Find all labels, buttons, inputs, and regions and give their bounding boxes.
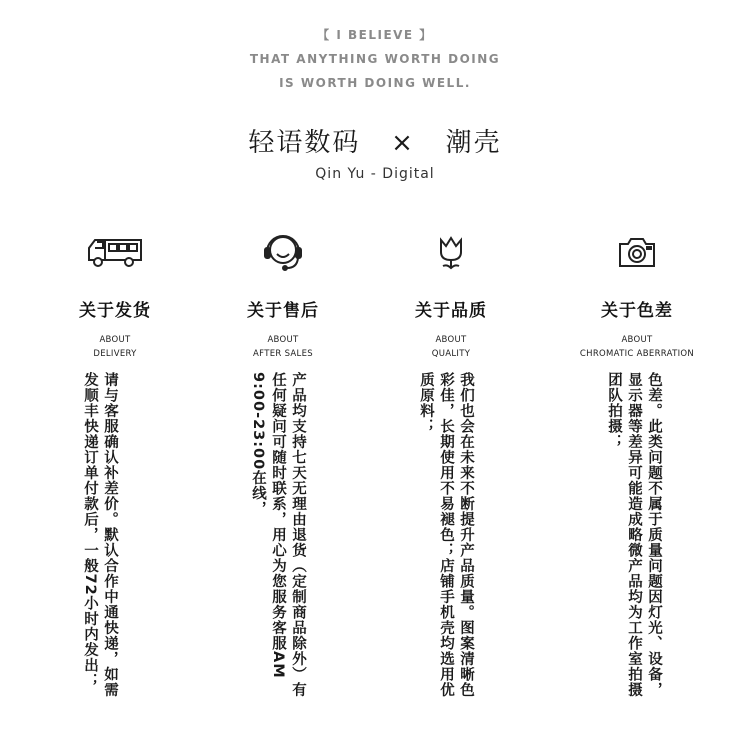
after-sales-title: 关于售后: [247, 301, 319, 321]
quality-en: ABOUT QUALITY: [431, 335, 471, 359]
after-sales-text-wrap: [248, 372, 308, 712]
feature-chromatic: [552, 232, 722, 361]
camera-icon: [552, 232, 722, 272]
chromatic-text: 色差。此类问题不属于质量问题因灯光、设备，显示器等差异可能造成略微产品均为工作室拍摄团队拍摄；: [606, 372, 662, 698]
brand-subtitle: Qin Yu - Digital: [315, 166, 435, 182]
feature-after-sales: [198, 232, 368, 361]
feature-quality: [366, 232, 536, 361]
quality-title: 关于品质: [415, 301, 487, 321]
motto: [0, 23, 750, 95]
motto-line-3: IS WORTH DOING WELL.: [279, 76, 471, 90]
chromatic-text-wrap: [604, 372, 664, 712]
after-sales-text: 产品均支持七天无理由退货（定制商品除外）有任何疑问可随时联系，用心为您服务客服AM 9:00-23:00在线，: [250, 372, 306, 698]
feature-delivery: [30, 232, 200, 361]
after-sales-en: ABOUT AFTER SALES: [253, 335, 313, 359]
tulip-icon: [366, 232, 536, 272]
delivery-title: 关于发货: [79, 301, 151, 321]
quality-text-wrap: [416, 372, 476, 712]
delivery-en: ABOUT DELIVERY: [93, 335, 137, 359]
delivery-text-wrap: [80, 372, 120, 712]
chromatic-title: 关于色差: [601, 301, 673, 321]
headset-icon: [198, 232, 368, 272]
motto-line-1: 【 I BELIEVE 】: [317, 28, 433, 42]
motto-line-2: THAT ANYTHING WORTH DOING: [249, 52, 501, 66]
brand-title: 轻语数码 × 潮壳: [248, 128, 502, 158]
truck-icon: [30, 232, 200, 272]
chromatic-en: ABOUT CHROMATIC ABERRATION: [579, 335, 695, 359]
delivery-text: 请与客服确认补差价。默认合作中通快递，如需发顺丰快递订单付款后，一般72小时内发出；: [82, 372, 118, 698]
quality-text: 我们也会在未来不断提升产品质量。图案清晰色彩佳，长期使用不易褪色；店铺手机壳均选用优质原料；: [418, 372, 474, 698]
